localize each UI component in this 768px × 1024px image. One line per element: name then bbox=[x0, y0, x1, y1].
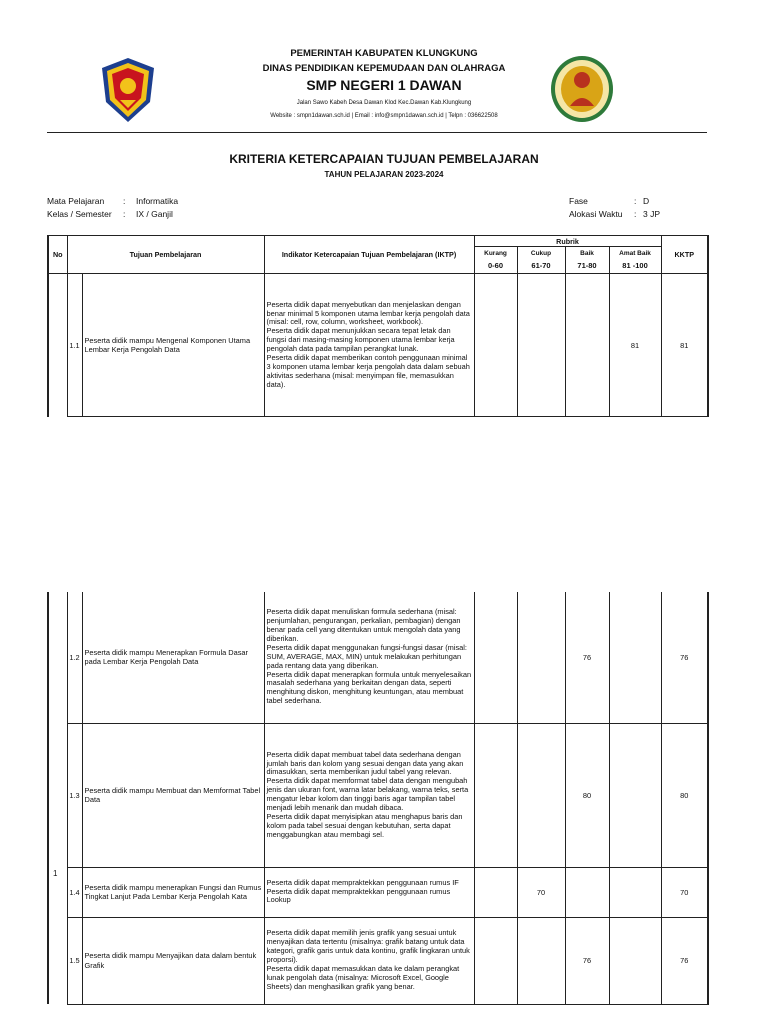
fase-sep: : bbox=[634, 196, 637, 206]
iktp-text: Peserta didik dapat membuat tabel data sederhana dengan jumlah baris dan kolom yang sesuai dengan data yang akan dimasukkan, serta memberikan judul tabel yang relevan. Peserta didik dapat memformat tabel data dengan mengubah jenis dan ukuran font, warna latar belakang, warna teks, serta mengatur lebar kolom dan tinggi baris agar tampilan tabel menjadi lebih menarik dan mudah dibaca. Peserta didik dapat menyisipkan atau menghapus baris dan kolom pada tabel sesuai dengan kebutuhan, serta dapat menggabungkan atau membagi sel. bbox=[264, 723, 474, 867]
score-baik: 80 bbox=[565, 723, 609, 867]
mapel-sep: : bbox=[123, 196, 126, 206]
tp-code: 1.3 bbox=[67, 723, 82, 867]
tp-code: 1.2 bbox=[67, 592, 82, 723]
header-baik: Baik 71-80 bbox=[565, 247, 609, 274]
school-contact: Website : smpn1dawan.sch.id | Email : info@smpn1dawan.sch.id | Telpn : 036622508 bbox=[270, 113, 498, 119]
fase-label: Fase bbox=[569, 196, 588, 206]
alokasi-sep: : bbox=[634, 209, 637, 219]
score-kurang bbox=[474, 274, 517, 417]
department-line: DINAS PENDIDIKAN KEPEMUDAAN DAN OLAHRAGA bbox=[262, 63, 506, 74]
tp-code: 1.4 bbox=[67, 867, 82, 917]
iktp-text: Peserta didik dapat menuliskan formula sederhana (misal: penjumlahan, pengurangan, perkalian, pembagian) dengan benar pada cell yang ditentukan untuk mengolah data yang diberikan. Peserta didik dapat menggunakan fungsi-fungsi dasar (misal: SUM, AVERAGE, MAX, MIN) untuk melakukan perhitungan pada rentang data yang diberikan. Peserta didik dapat menerapkan formula untuk menyelesaikan masalah sederhana yang berkaitan dengan data, seperti menghitung diskon, menghitung keuntungan, atau membuat tabel sederhana. bbox=[264, 592, 474, 723]
header-cukup: Cukup 61-70 bbox=[517, 247, 565, 274]
score-amat-baik bbox=[609, 867, 661, 917]
score-cukup bbox=[517, 592, 565, 723]
header-kurang: Kurang 0-60 bbox=[474, 247, 517, 274]
table-row bbox=[48, 867, 708, 917]
score-amat-baik bbox=[609, 917, 661, 1004]
iktp-text: Peserta didik dapat memilih jenis grafik yang sesuai untuk menyajikan data tertentu (misalnya: grafik batang untuk data kategori, grafik garis untuk data kontinu, grafik lingkaran untuk proporsi). Peserta didik dapat memasukkan data ke dalam perangkat lunak pengolah data (misalnya: Microsoft Excel, Google Sheets) dan menghasilkan grafik yang benar. bbox=[264, 917, 474, 1004]
score-baik: 76 bbox=[565, 917, 609, 1004]
score-kktp: 70 bbox=[661, 867, 708, 917]
score-cukup: 70 bbox=[517, 867, 565, 917]
fase-value: D bbox=[643, 196, 650, 206]
mapel-value: Informatika bbox=[136, 196, 179, 206]
score-kktp: 76 bbox=[661, 592, 708, 723]
score-cukup bbox=[517, 274, 565, 417]
kelas-label: Kelas / Semester bbox=[47, 209, 112, 219]
kelas-value: IX / Ganjil bbox=[136, 209, 173, 219]
score-kktp: 81 bbox=[661, 274, 708, 417]
score-kurang bbox=[474, 592, 517, 723]
tp-text: Peserta didik mampu menerapkan Fungsi dan Rumus Tingkat Lanjut Pada Lembar Kerja Pengolah Kata bbox=[82, 867, 264, 917]
score-kktp: 76 bbox=[661, 917, 708, 1004]
tp-code: 1.1 bbox=[67, 274, 82, 417]
table-row bbox=[48, 592, 708, 723]
score-amat-baik bbox=[609, 592, 661, 723]
document-subtitle: TAHUN PELAJARAN 2023-2024 bbox=[324, 170, 444, 179]
score-kurang bbox=[474, 723, 517, 867]
score-cukup bbox=[517, 723, 565, 867]
score-amat-baik: 81 bbox=[609, 274, 661, 417]
school-name: SMP NEGERI 1 DAWAN bbox=[306, 77, 462, 93]
score-amat-baik bbox=[609, 723, 661, 867]
table-row bbox=[48, 274, 708, 417]
alokasi-value: 3 JP bbox=[643, 209, 661, 219]
score-baik bbox=[565, 274, 609, 417]
alokasi-label: Alokasi Waktu bbox=[569, 209, 623, 219]
school-address: Jalan Sawo Kabeh Desa Dawan Klod Kec.Dawan Kab.Klungkung bbox=[296, 100, 472, 106]
kelas-sep: : bbox=[123, 209, 126, 219]
document-title: KRITERIA KETERCAPAIAN TUJUAN PEMBELAJARAN bbox=[229, 152, 539, 166]
header-no: No bbox=[48, 236, 67, 274]
tp-text: Peserta didik mampu Menerapkan Formula Dasar pada Lembar Kerja Pengolah Data bbox=[82, 592, 264, 723]
tp-text: Peserta didik mampu Mengenal Komponen Utama Lembar Kerja Pengolah Data bbox=[82, 274, 264, 417]
header-tp: Tujuan Pembelajaran bbox=[67, 236, 264, 274]
iktp-text: Peserta didik dapat mempraktekkan penggunaan rumus IF Peserta didik dapat mempraktekkan penggunaan rumus Lookup bbox=[264, 867, 474, 917]
score-cukup bbox=[517, 917, 565, 1004]
score-kktp: 80 bbox=[661, 723, 708, 867]
iktp-text: Peserta didik dapat menyebutkan dan menjelaskan dengan benar minimal 5 komponen utama lembar kerja pengolah data (misal: cell, row, column, worksheet, workbook). Peserta didik dapat menunjukkan secara tepat letak dan fungsi dari masing-masing komponen utama lembar kerja pengolah data pada tampilan perangkat lunak. Peserta didik dapat memberikan contoh penggunaan minimal 3 komponen utama lembar kerja pengolah data dalam sebuah aktivitas sederhana (misal: menyimpan file, memasukkan data). bbox=[264, 274, 474, 417]
table-row bbox=[48, 917, 708, 1004]
score-kurang bbox=[474, 917, 517, 1004]
header-rubrik: Rubrik bbox=[474, 236, 661, 247]
header-kktp: KKTP bbox=[661, 236, 708, 274]
group-no-cell bbox=[48, 274, 67, 417]
header-iktp: Indikator Ketercapaian Tujuan Pembelajaran (IKTP) bbox=[264, 236, 474, 274]
header-amat-baik: Amat Baik 81 -100 bbox=[609, 247, 661, 274]
government-line: PEMERINTAH KABUPATEN KLUNGKUNG bbox=[290, 48, 478, 59]
mapel-label: Mata Pelajaran bbox=[47, 196, 105, 206]
score-baik bbox=[565, 867, 609, 917]
tp-text: Peserta didik mampu Membuat dan Memformat Tabel Data bbox=[82, 723, 264, 867]
tp-code: 1.5 bbox=[67, 917, 82, 1004]
letterhead-divider bbox=[47, 132, 707, 133]
kktp-table-part2 bbox=[47, 592, 709, 1005]
kktp-table-part1 bbox=[47, 235, 709, 417]
table-row bbox=[48, 723, 708, 867]
group-no: 1 bbox=[48, 592, 67, 1004]
tp-text: Peserta didik mampu Menyajikan data dalam bentuk Grafik bbox=[82, 917, 264, 1004]
score-baik: 76 bbox=[565, 592, 609, 723]
score-kurang bbox=[474, 867, 517, 917]
